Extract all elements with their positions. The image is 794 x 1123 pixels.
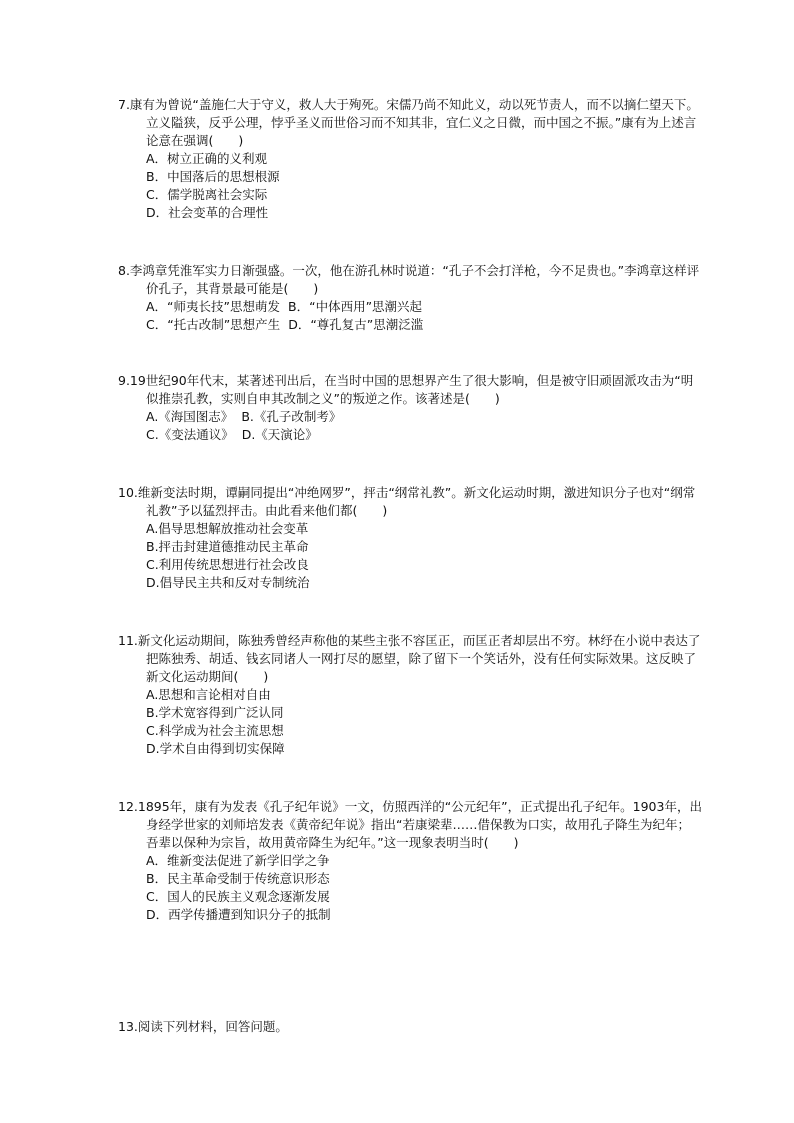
question-13 — [118, 1018, 702, 1036]
question-stem: 11.新文化运动期间，陈独秀曾经声称他的某些主张不容匡正，而匡正者却层出不穷。林纾在小说中表达了把陈独秀、胡适、钱玄同诸人一网打尽的愿望，除了留下一个笑话外，没有任何实际效果。这反映了新文化运动期间( ) — [118, 633, 701, 684]
option-a: A.《海国图志》 — [146, 409, 234, 424]
option-b: B．民主革命受制于传统意识形态 — [146, 871, 330, 886]
question-11 — [118, 632, 702, 758]
option-c: C．“托古改制”思想产生 — [146, 317, 281, 332]
question-9 — [118, 372, 702, 444]
question-stem: 12.1895年，康有为发表《孔子纪年说》一文，仿照西洋的“公元纪年”，正式提出孔子纪年。1903年，出身经学世家的刘师培发表《黄帝纪年说》指出“若康梁辈……借保教为口实，故用孔子降生为纪年；吾辈以保种为宗旨，故用黄帝降生为纪年。”这一现象表明当时( ) — [118, 799, 702, 850]
option-row — [118, 408, 702, 426]
option-b: B.《孔子改制考》 — [241, 409, 342, 424]
question-stem: 13.阅读下列材料，回答问题。 — [118, 1019, 288, 1034]
option-c: C．国人的民族主义观念逐渐发展 — [146, 889, 330, 904]
question-stem: 8.李鸿章凭淮军实力日渐强盛。一次，他在游孔林时说道：“孔子不会打洋枪，今不足贵也。”李鸿章这样评价孔子，其背景最可能是( ) — [118, 263, 700, 296]
question-stem: 9.19世纪90年代末，某著述刊出后，在当时中国的思想界产生了很大影响，但是被守旧顽固派攻击为“明似推崇孔教，实则自申其改制之义”的叛逆之作。该著述是( ) — [118, 373, 694, 406]
option-b: B.学术宽容得到广泛认同 — [146, 705, 284, 720]
option-b: B.抨击封建道德推动民主革命 — [146, 539, 309, 554]
option-a: A．维新变法促进了新学旧学之争 — [146, 853, 330, 868]
option-c: C.科学成为社会主流思想 — [146, 723, 284, 738]
question-12 — [118, 798, 702, 924]
option-row — [118, 316, 702, 334]
option-d: D．“尊孔复古”思潮泛滥 — [288, 317, 424, 332]
option-d: D.学术自由得到切实保障 — [146, 741, 285, 756]
option-c: C．儒学脱离社会实际 — [146, 187, 268, 202]
option-b: B．“中体西用”思潮兴起 — [288, 299, 423, 314]
option-row — [118, 298, 702, 316]
question-stem: 7.康有为曾说“盖施仁大于守义，救人大于殉死。宋儒乃尚不知此义，动以死节责人，而不以摘仁望天下。立义隘狭，反乎公理，悖乎圣义而世俗习而不知其非，宜仁义之日微，而中国之不振。”康有为上述言论意在强调( ) — [118, 97, 699, 148]
option-d: D．社会变革的合理性 — [146, 205, 269, 220]
option-d: D.倡导民主共和反对专制统治 — [146, 575, 310, 590]
question-stem: 10.维新变法时期，谭嗣同提出“冲绝网罗”，抨击“纲常礼教”。新文化运动时期，激进知识分子也对“纲常礼教”予以猛烈抨击。由此看来他们都( ) — [118, 485, 696, 518]
option-d: D．西学传播遭到知识分子的抵制 — [146, 907, 331, 922]
option-a: A．“师夷长技”思想萌发 — [146, 299, 281, 314]
option-c: C.利用传统思想进行社会改良 — [146, 557, 309, 572]
option-c: C.《变法通议》 — [146, 427, 234, 442]
option-a: A．树立正确的义利观 — [146, 151, 268, 166]
option-row — [118, 426, 702, 444]
question-7 — [118, 96, 702, 222]
question-10 — [118, 484, 702, 592]
option-d: D.《天演论》 — [241, 427, 318, 442]
question-8 — [118, 262, 702, 334]
option-a: A.倡导思想解放推动社会变革 — [146, 521, 309, 536]
option-b: B．中国落后的思想根源 — [146, 169, 280, 184]
option-a: A.思想和言论相对自由 — [146, 687, 271, 702]
